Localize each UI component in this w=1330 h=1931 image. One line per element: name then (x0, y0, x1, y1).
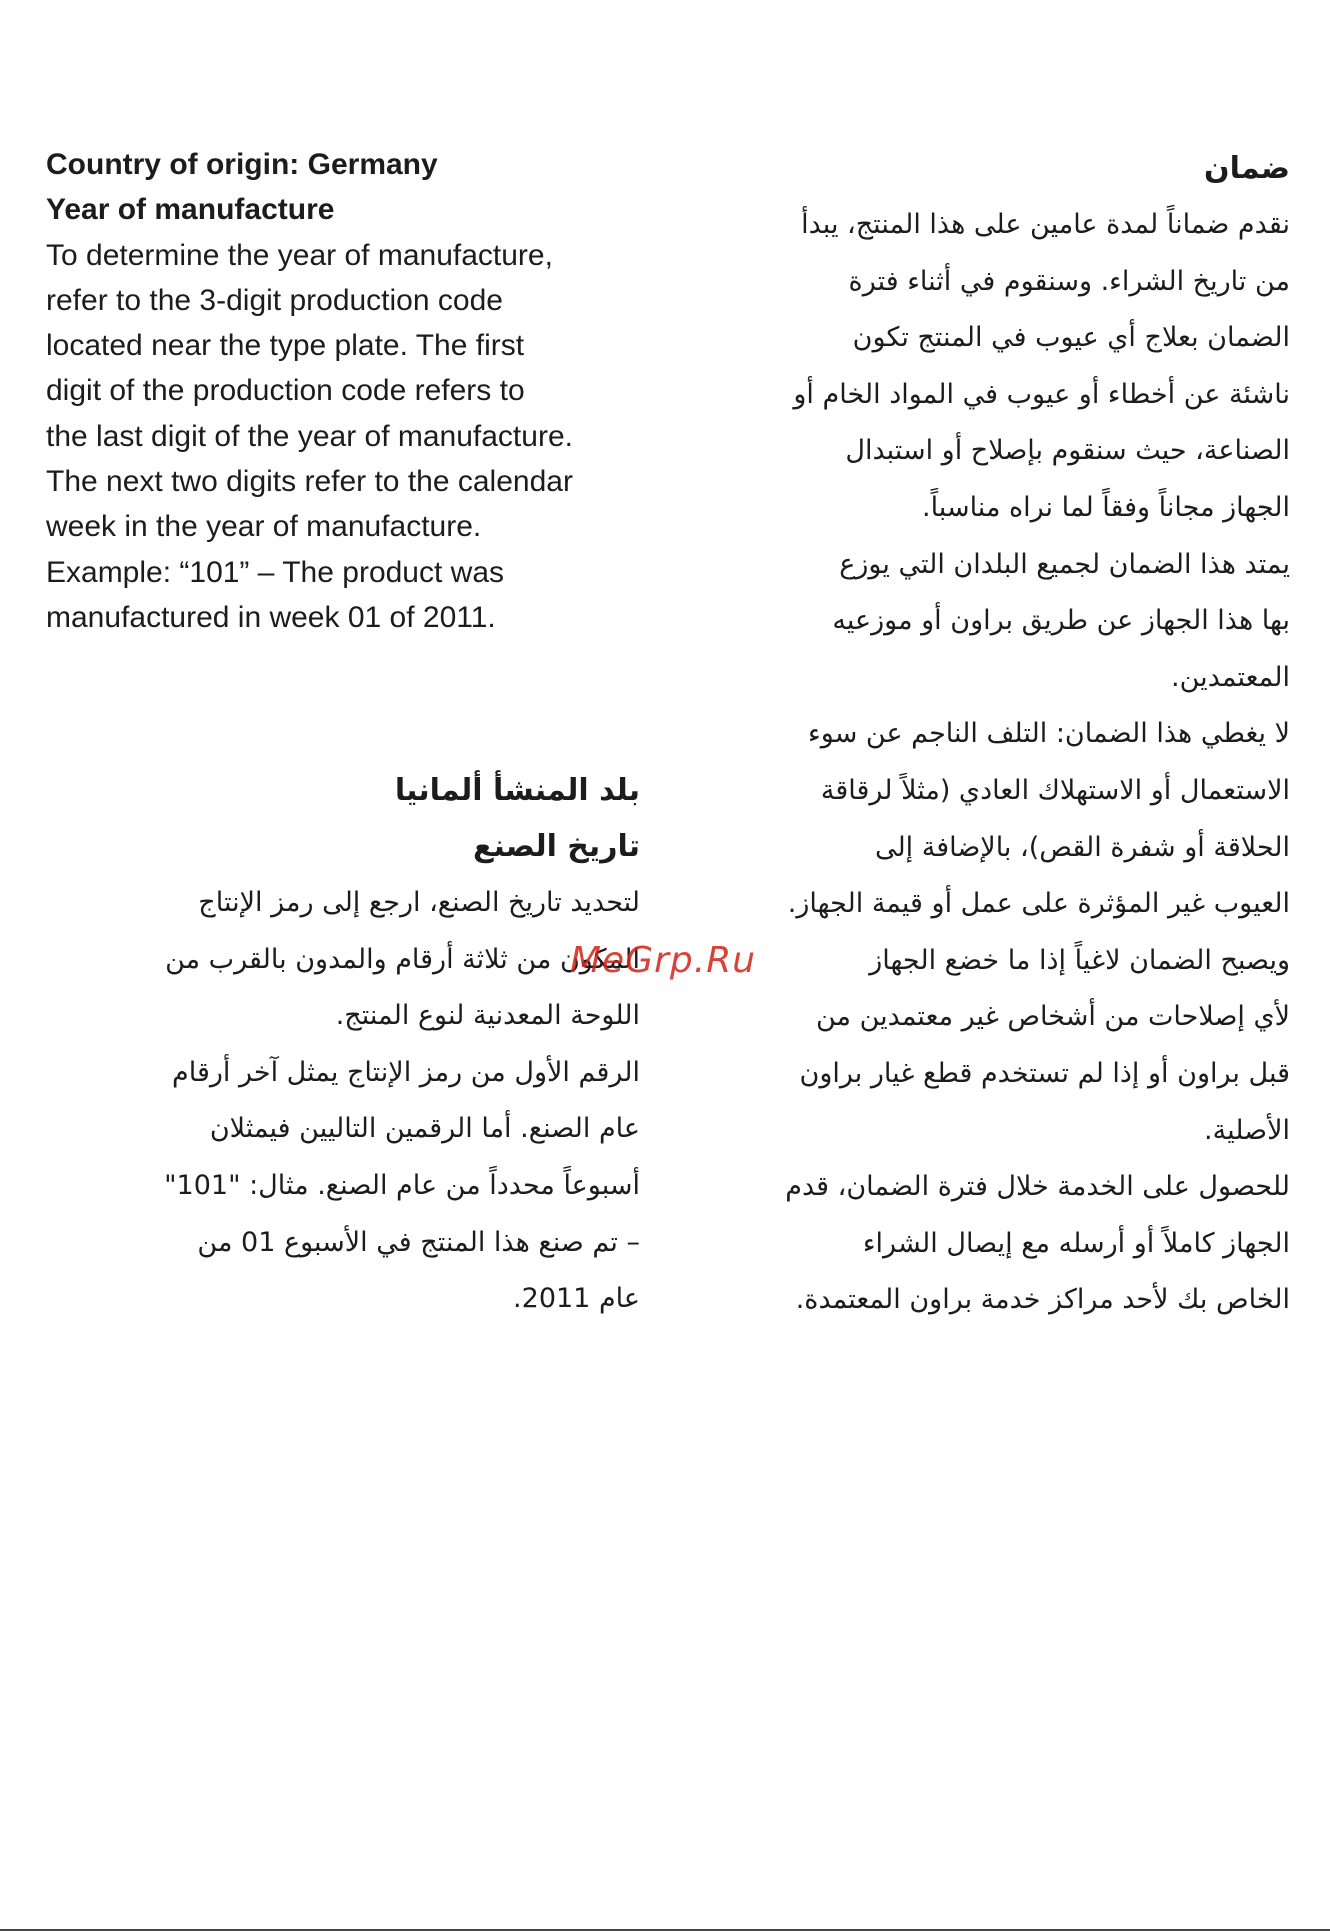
warranty-line: ناشئة عن أخطاء أو عيوب في المواد الخام أو (793, 378, 1290, 410)
body-line: manufactured in week 01 of 2011. (46, 600, 496, 634)
warranty-line: لأي إصلاحات من أشخاص غير معتمدين من (815, 1001, 1290, 1033)
warranty-line: لا يغطي هذا الضمان: التلف الناجم عن سوء (808, 718, 1290, 750)
arabic-body-line: لتحديد تاريخ الصنع، ارجع إلى رمز الإنتاج (198, 887, 640, 918)
country-of-origin-heading: Country of origin: Germany (46, 148, 438, 181)
warranty-line: بها هذا الجهاز عن طريق براون أو موزعيه (832, 605, 1290, 637)
warranty-line: للحصول على الخدمة خلال فترة الضمان، قدم (785, 1171, 1290, 1203)
body-line: the last digit of the year of manufacture. (46, 419, 573, 453)
arabic-body-line: عام 2011. (513, 1283, 640, 1315)
year-of-manufacture-heading: Year of manufacture (46, 193, 335, 227)
watermark: MeGrp.Ru (570, 940, 757, 981)
arabic-origin-section (40, 763, 640, 1328)
warranty-line: الجهاز مجاناً وفقاً لما نراه مناسباً. (921, 491, 1290, 523)
arabic-body-line: المكون من ثلاثة أرقام والمدون بالقرب من (165, 943, 640, 975)
warranty-line: الصناعة، حيث سنقوم بإصلاح أو استبدال (845, 435, 1290, 467)
body-line: Example: “101” – The product was (46, 555, 505, 589)
arabic-body-line: اللوحة المعدنية لنوع المنتج. (335, 1000, 640, 1032)
arabic-year-heading: تاريخ الصنع (473, 829, 640, 864)
body-line: located near the type plate. The first (46, 329, 525, 363)
arabic-country-heading: بلد المنشأ ألمانيا (394, 773, 640, 808)
warranty-line: الأصلية. (1204, 1114, 1290, 1146)
body-line: digit of the production code refers to (46, 374, 525, 408)
body-line: The next two digits refer to the calendar (46, 465, 573, 499)
arabic-body-line: – تم صنع هذا المنتج في الأسبوع 01 من (197, 1226, 640, 1258)
warranty-line: الحلاقة أو شفرة القص)، بالإضافة إلى (874, 831, 1290, 863)
warranty-line: ويصبح الضمان لاغياً إذا ما خضع الجهاز (869, 944, 1290, 976)
warranty-line: المعتمدين. (1171, 661, 1290, 693)
body-line: refer to the 3-digit production code (46, 283, 503, 317)
warranty-line: الاستعمال أو الاستهلاك العادي (مثلاً لرقاقة (820, 774, 1290, 806)
warranty-heading: ضمان (1204, 151, 1290, 186)
warranty-line: نقدم ضماناً لمدة عامين على هذا المنتج، يبدأ (801, 209, 1290, 240)
arabic-body-line: الرقم الأول من رمز الإنتاج يمثل آخر أرقام (172, 1056, 640, 1088)
arabic-warranty-section (670, 141, 1290, 1329)
warranty-line: من تاريخ الشراء. وسنقوم في أثناء فترة (848, 265, 1290, 297)
warranty-line: يمتد هذا الضمان لجميع البلدان التي يوزع (839, 548, 1290, 580)
body-line: To determine the year of manufacture, (46, 238, 553, 272)
arabic-body-line: أسبوعاً محدداً من عام الصنع. مثال: "101" (164, 1169, 640, 1201)
english-section (46, 142, 646, 640)
warranty-line: الجهاز كاملاً أو أرسله مع إيصال الشراء (862, 1227, 1290, 1259)
body-line: week in the year of manufacture. (46, 510, 482, 544)
warranty-line: قبل براون أو إذا لم تستخدم قطع غيار براون (799, 1057, 1290, 1089)
warranty-line: الضمان بعلاج أي عيوب في المنتج تكون (852, 322, 1290, 354)
warranty-line: الخاص بك لأحد مراكز خدمة براون المعتمدة. (795, 1284, 1290, 1316)
arabic-body-line: عام الصنع. أما الرقمين التاليين فيمثلان (209, 1113, 640, 1145)
warranty-line: العيوب غير المؤثرة على عمل أو قيمة الجهاز. (787, 888, 1290, 920)
